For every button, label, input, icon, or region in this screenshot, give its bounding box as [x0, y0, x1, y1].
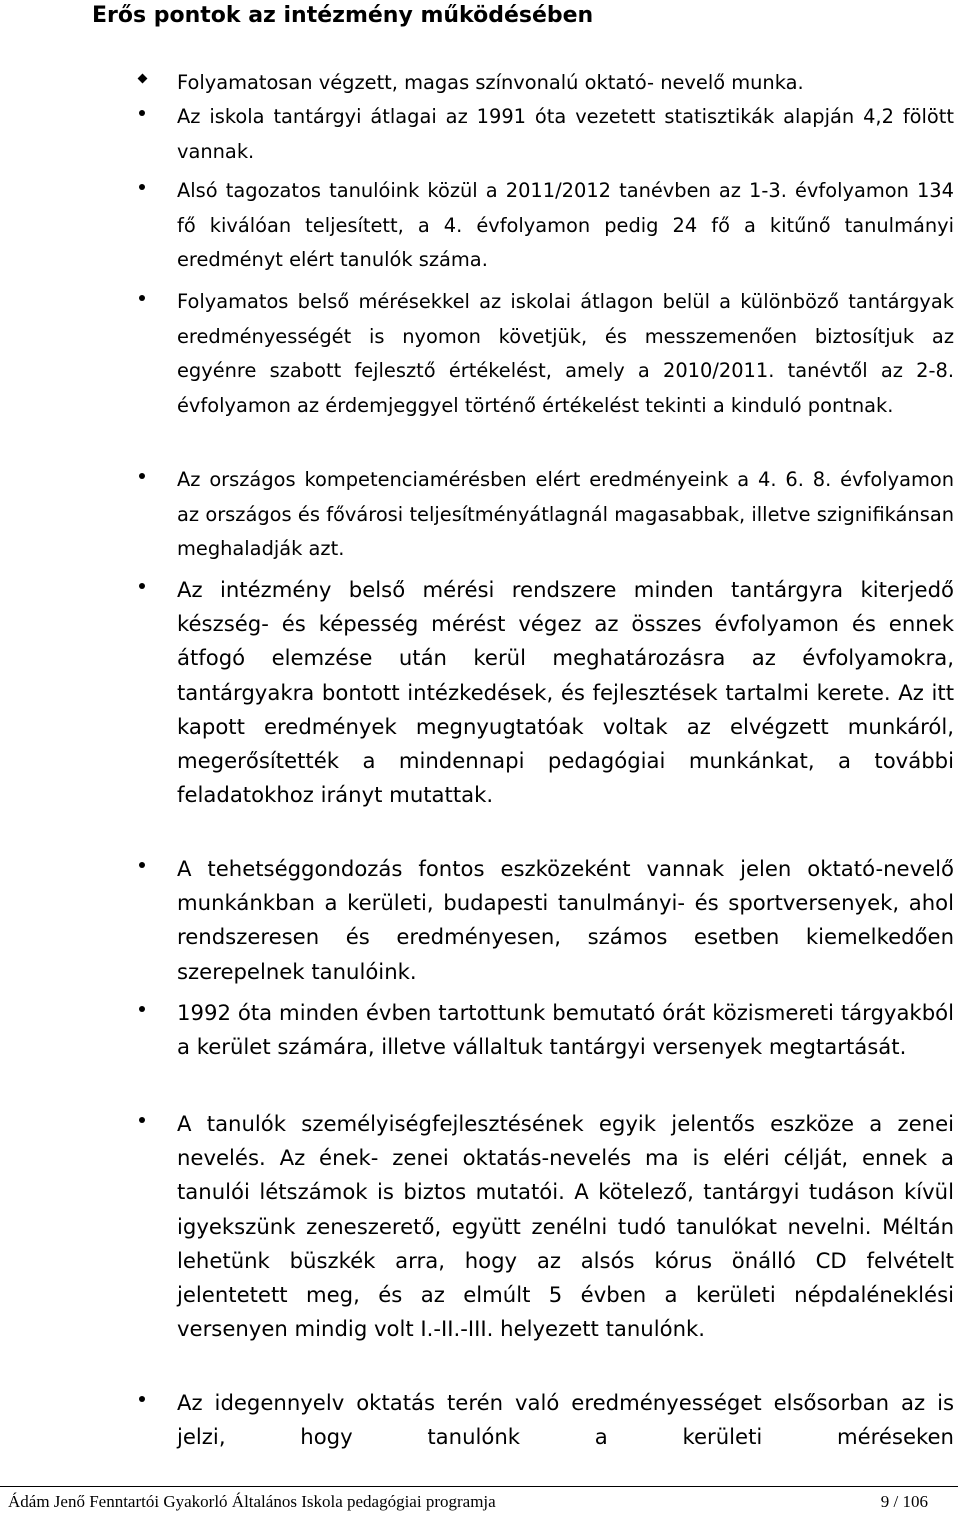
footer-document-title: Ádám Jenő Fenntartói Gyakorló Általános Iskola pedagógiai programja — [8, 1492, 496, 1511]
diamond-bullet-icon — [130, 70, 154, 86]
list-item-text: Az idegennyelv oktatás terén való eredményességet elsősorban az is jelzi, hogy tanulónk a kerületi méréseken — [177, 1390, 954, 1450]
dot-bullet-icon — [130, 178, 154, 194]
dot-bullet-icon — [130, 1111, 154, 1127]
page-number: 9 / 106 — [880, 1492, 928, 1511]
dot-bullet-icon — [130, 467, 154, 483]
dot-bullet-icon — [130, 577, 154, 593]
list-item-text: A tehetséggondozás fontos eszközeként vannak jelen oktató-nevelő munkánkban a kerületi, budapesti tanulmányi- és sportversenyek, ahol rendszeresen és eredményesen, számos esetben kiemelkedően szerepelnek tanulóink. — [177, 856, 954, 984]
list-item-text: Az iskola tantárgyi átlagai az 1991 óta vezetett statisztikák alapján 4,2 fölött vannak. — [177, 105, 954, 163]
list-item-text: Folyamatos belső mérésekkel az iskolai átlagon belül a különböző tantárgyak eredményességét is nyomon követjük, és messzemenően biztosítjuk az egyénre szabott fejlesztő értékelést, amely a 2010/2011. tanévtől az 2-8. évfolyamon az érdemjeggyel történő értékelést tekinti a kinduló pontnak. — [177, 290, 954, 417]
dot-bullet-icon — [130, 1000, 154, 1016]
list-item-text: 1992 óta minden évben tartottunk bemutató órát közismereti tárgyakból a kerület számára, illetve vállaltuk tantárgyi versenyek megtartását. — [177, 1000, 954, 1060]
dot-bullet-icon — [130, 289, 154, 305]
dot-bullet-icon — [130, 856, 154, 872]
list-item-text: Folyamatosan végzett, magas színvonalú oktató- nevelő munka. — [177, 71, 804, 94]
footer-divider — [0, 1486, 958, 1487]
list-item-text: Alsó tagozatos tanulóink közül a 2011/2012 tanévben az 1-3. évfolyamon 134 fő kiválóan teljesített, a 4. évfolyamon pedig 24 fő a kitűnő tanulmányi eredményt elért tanulók száma. — [177, 179, 954, 271]
list-item-text: Az intézmény belső mérési rendszere minden tantárgyra kiterjedő készség- és képesség mérést végez az összes évfolyamon és ennek átfogó elemzése után kerül meghatározásra az évfolyamokra, tantárgyakra bontott intézkedések, és fejlesztések tartalmi kerete. Az itt kapott eredmények megnyugtatóak voltak az elvégzett munkáról, megerősítették a mindennapi pedagógiai munkánkat, a további feladatokhoz irányt mutattak. — [177, 577, 954, 808]
dot-bullet-icon — [130, 104, 154, 120]
list-item-text: Az országos kompetenciamérésben elért eredményeink a 4. 6. 8. évfolyamon az országos és fővárosi teljesítményátlagnál magasabbak, illetve szignifikánsan meghaladják azt. — [177, 468, 954, 560]
section-heading: Erős pontok az intézmény működésében — [92, 3, 594, 28]
dot-bullet-icon — [130, 1390, 154, 1406]
list-item-text: A tanulók személyiségfejlesztésének egyik jelentős eszköze a zenei nevelés. Az ének- zenei oktatás-nevelés ma is eléri célját, ennek a tanulói létszámok is biztos mutatói. A kötelező, tantárgyi tudáson kívül igyekszünk zeneszerető, együtt zenélni tudó tanulókat nevelni. Méltán lehetünk büszkék arra, hogy az alsós kórus önálló CD felvételt jelentetett meg, és az elmúlt 5 évben a kerületi népdaléneklési versenyen mindig volt I.-II.-III. helyezett tanulónk. — [177, 1111, 954, 1342]
